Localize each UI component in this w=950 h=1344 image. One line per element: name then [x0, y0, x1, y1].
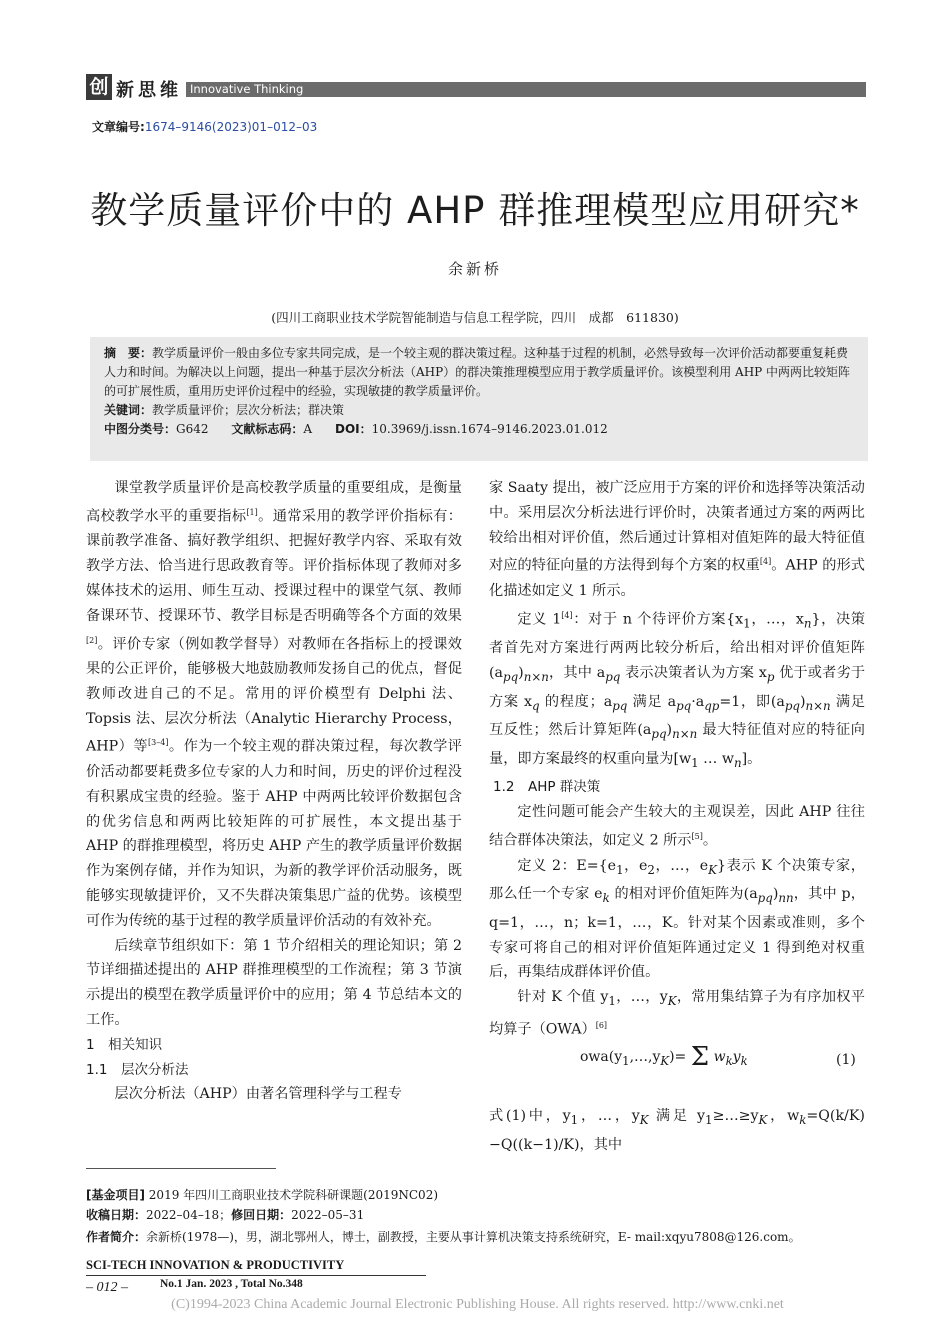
brand-cn: 新思维: [116, 80, 182, 101]
text: 。AHP 的形式化描述如定义 1 所示。: [489, 558, 865, 599]
text: 。: [702, 832, 718, 849]
clc-label: 中图分类号：: [104, 422, 177, 436]
doi-label: DOI：: [334, 422, 372, 436]
text: … w: [698, 750, 735, 767]
text: 满足 y: [648, 1108, 706, 1125]
text: ：对于 n 个待评价方案{x: [572, 611, 744, 628]
text: 满足 a: [627, 693, 677, 710]
copyright-watermark: (C)1994-2023 China Academic Journal Electronic Publishing House. All rights reserved. http://www.cnki.net: [171, 1297, 784, 1312]
author-label: 作者简介：: [86, 1230, 147, 1244]
fund-note: [86, 1186, 438, 1203]
revised-date: 2022–05–31: [291, 1208, 365, 1222]
ahp-paragraph-start: 层次分析法（AHP）由著名管理科学与工程专: [114, 1086, 402, 1103]
citation[interactable]: [2]: [86, 635, 98, 645]
affiliation: (四川工商职业技术学院智能制造与信息工程学院，四川 成都 611830): [271, 310, 679, 325]
citation[interactable]: [6]: [595, 1020, 608, 1030]
text: ): [518, 664, 524, 681]
section-heading-1-1: 1.1 层次分析法: [86, 1061, 189, 1078]
text: ，常用集结算子为有序加权平均算子（OWA）: [489, 989, 865, 1038]
abstract-text: 教学质量评价一般由多位专家共同完成，是一个较主观的群决策过程。这种基于过程的机制，必然导致每一次评价活动都要重复耗费人力和时间。为解决以上问题，提出一种基于层次分析法（AHP）的群决策推理模型应用于教学质量评价。该模型利用 AHP 中两两比较矩阵的可扩展性质，重用历史评价过程中的经验，实现敏捷的教学质量评价。: [104, 346, 851, 398]
text: 。作为一个较主观的群决策过程，每次教学评价活动都要耗费多位专家的人力和时间，历史的评价过程没有积累成宝贵的经验。鉴于 AHP 中两两比较评价数据包含的优劣信息和两两比较矩阵的可扩展性，本文提出基于 AHP 的群推理模型，将历史 AHP 产生的教学质量评价数据作为案例存储，并作为知识，为新的教学评价活动服务，既能够实现敏捷评价，又不失群决策集思广益的优势。该模型可作为传统的基于过程的教学质量评价活动的有效补充。: [86, 739, 462, 929]
section-heading-1: 1 相关知识: [86, 1036, 163, 1053]
abstract-body: [104, 344, 856, 401]
citation[interactable]: [1]: [246, 507, 258, 517]
keywords-label: 关键词：: [104, 403, 153, 417]
doi-value: 10.3969/j.issn.1674–9146.2023.01.012: [371, 422, 608, 436]
citation[interactable]: [4]: [759, 557, 772, 567]
author-note: [86, 1228, 801, 1245]
text: 表示决策者认为方案 x: [620, 664, 767, 681]
formula-number: (1): [836, 1052, 856, 1068]
page-number: – 012 –: [86, 1280, 128, 1295]
text: 的相对评价值矩阵为(a: [609, 886, 758, 903]
doc-label: 文献标志码：: [231, 422, 304, 436]
sum-symbol: Σ: [690, 1042, 710, 1072]
text: ]。: [741, 750, 762, 767]
brand-logo: 创: [86, 74, 112, 100]
keywords-text: 教学质量评价；层次分析法；群决策: [152, 403, 345, 417]
text: }表示 K 个决策专家，那么任一个专家 e: [489, 857, 865, 903]
citation[interactable]: [4]: [561, 610, 573, 620]
fund-text: 2019 年四川工商职业技术学院科研课题(2019NC02): [144, 1188, 439, 1202]
formula-text: y: [732, 1049, 741, 1065]
citation[interactable]: [5]: [691, 831, 703, 841]
text: 满足互反性；然后计算矩阵(a: [489, 693, 866, 739]
text: ，…，x: [750, 611, 804, 628]
abstract-label: 摘 要：: [104, 346, 153, 360]
text: 家 Saaty 提出，被广泛应用于方案的评价和选择等决策活动中。采用层次分析法进行评价时，决策者通过方案的两两比较给出相对评价值，然后通过计算相对值矩阵的最大特征值对应的特征向量的方法得到每个方案的权重: [489, 480, 865, 575]
text: 定性问题可能会产生较大的主观误差，因此 AHP 往往结合群体决策法，如定义 2 所示: [489, 804, 865, 849]
text: 。通常采用的教学评价指标有：课前教学准备、搞好教学组织、把握好教学内容、采取有效教学方法、恰当进行思政教育等。评价指标体现了教师对多媒体技术的运用、师生互动、授课过程中的课堂气氛、教师备课环节、授课环节、教学目标是否明确等各个方面的效果: [86, 508, 462, 624]
text: 最大特征值对应的特征向量，即方案最终的权重向量为[w: [489, 722, 865, 767]
formula-explanation: 式(1)中，$y_1$，…，$y_K$ 满足 $y_1\ge\dots\ge y_K$，$w_k=Q(k/K)-Q((k-1)/K)$，其中: [489, 1108, 865, 1153]
text: ): [772, 886, 779, 903]
formula-text: ,…,y: [629, 1049, 661, 1065]
text: ，…，y: [578, 1108, 640, 1125]
definition-2: 定义 2：$E=\{e_1$，$e_2$，…，$e_K$}表示 K 个决策专家，那么任一个专家 $e_k$ 的相对评价值矩阵为$(a_{pq})_{nn}$，其中 p，q=1，…，n；k=1，…，K。针对某个因素或准则，多个专家可将自己的相对评价值矩阵通过定义 1 得到绝对权重后，再集结成群体评价值。: [489, 857, 865, 981]
footnote-divider: [86, 1168, 276, 1169]
text: ，e: [623, 857, 648, 874]
paper-author: 余新桥: [447, 260, 502, 278]
text: 定义 1: [517, 611, 562, 628]
brand-en: Innovative Thinking: [190, 82, 304, 96]
definition-1: 定义 1[4]：对于 n 个待评价方案{$x_1$，…，$x_n$}，决策者首先对方案进行两两比较分析后，给出相对评价值矩阵$(a_{pq})_{n\times n}$，其中 $a_{pq}$ 表示决策者认为方案 $x_p$ 优于或者劣于方案 $x_q$ 的程度；$a_{pq}$ 满足 $a_{pq}\cdot a_{qp}=1$，即$(a_{pq})_{n\times n}$ 满足互反性；然后计算矩阵$(a_{pq})_{n\times n}$ 最大特征值对应的特征向量，即方案最终的权重向量为[$w_1$ … $w_n$]。: [489, 610, 866, 770]
outline-paragraph: 后续章节组织如下：第 1 节介绍相关的理论知识；第 2 节详细描述提出的 AHP 群推理模型的工作流程；第 3 节演示提出的模型在教学质量评价中的应用；第 4 节总结本文的工作。: [86, 937, 462, 1028]
date-note: [86, 1206, 364, 1223]
text: 的程度；a: [539, 693, 613, 710]
meta-line: [104, 420, 856, 439]
text: ，w: [767, 1108, 800, 1125]
article-no-value: 1674–9146(2023)01–012–03: [144, 120, 318, 134]
journal-rule: [86, 1275, 426, 1276]
owa-paragraph: 针对 K 个值 $y_1$，…，$y_K$，常用集结算子为有序加权平均算子（OWA）[6]: [489, 989, 865, 1038]
doc-value: A: [303, 422, 313, 436]
section-heading-1-2: 1.2 AHP 群决策: [493, 779, 601, 796]
received-label: 收稿日期：: [86, 1208, 147, 1222]
text: =Q(k/K)−Q((k−1)/K)，其中: [489, 1108, 865, 1153]
formula-text: w: [713, 1049, 726, 1065]
revised-label: 修回日期：: [231, 1208, 292, 1222]
author-bio: 余新桥(1978—)，男，湖北鄂州人，博士，副教授，主要从事计算机决策支持系统研究，E- mail:xqyu7808@126.com。: [146, 1230, 801, 1244]
article-no-label: 文章编号:: [92, 120, 145, 134]
text: =1，即(a: [719, 693, 785, 710]
text: ·a: [691, 693, 705, 710]
intro-paragraph: [86, 476, 462, 934]
clc-value: G642: [176, 422, 209, 436]
issue-info: No.1 Jan. 2023 , Total No.348: [160, 1278, 303, 1290]
group-decision-paragraph: [489, 800, 865, 853]
text: ，…，e: [654, 857, 709, 874]
text: ≥…≥y: [712, 1108, 759, 1125]
text: ): [666, 722, 673, 739]
text: ，其中 p，q=1，…，n；k=1，…，K。针对某个因素或准则，多个专家可将自己的相对评价值矩阵通过定义 1 得到绝对权重后，再集结成群体评价值。: [489, 886, 865, 981]
keywords: [104, 401, 856, 420]
article-number: [92, 118, 317, 135]
text: ，…，y: [615, 989, 668, 1006]
journal-name: SCI-TECH INNOVATION & PRODUCTIVITY: [86, 1258, 345, 1272]
paper-title: 教学质量评价中的 AHP 群推理模型应用研究*: [90, 189, 860, 232]
left-column: [86, 476, 462, 1107]
text: ): [799, 693, 806, 710]
text: 定义 2：E={e: [517, 857, 617, 874]
ahp-paragraph-cont: [489, 476, 865, 604]
text: }，决策者首先对方案进行两两比较分析后，给出相对评价值矩阵(a: [489, 611, 865, 681]
text: 课堂教学质量评价是高校教学质量的重要组成，是衡量高校教学水平的重要指标: [86, 480, 462, 525]
formula-text: owa(y: [580, 1049, 623, 1065]
owa-formula: $owa(y_1,\dots,y_K)= \Sigma$ $w_ky_k$: [580, 1042, 748, 1072]
formula-text: )=: [669, 1049, 687, 1065]
text: 式(1)中，y: [489, 1108, 571, 1125]
received-date: 2022–04–18；: [146, 1208, 232, 1222]
citation[interactable]: [3–4]: [148, 738, 169, 748]
text: ，其中 a: [548, 664, 606, 681]
text: 。评价专家（例如教学督导）对教师在各指标上的授课效果的公正评价，能够极大地鼓励教师发扬自己的优点，督促教师改进自己的不足。常用的评价模型有 Delphi 法、Topsis 法、层次分析法（Analytic Hierarchy Process，AHP）等: [86, 636, 462, 756]
text: 优于或者劣于方案 x: [489, 664, 866, 710]
abstract: [104, 344, 856, 439]
fund-label: [基金项目]: [86, 1188, 145, 1202]
text: 针对 K 个值 y: [517, 989, 609, 1006]
